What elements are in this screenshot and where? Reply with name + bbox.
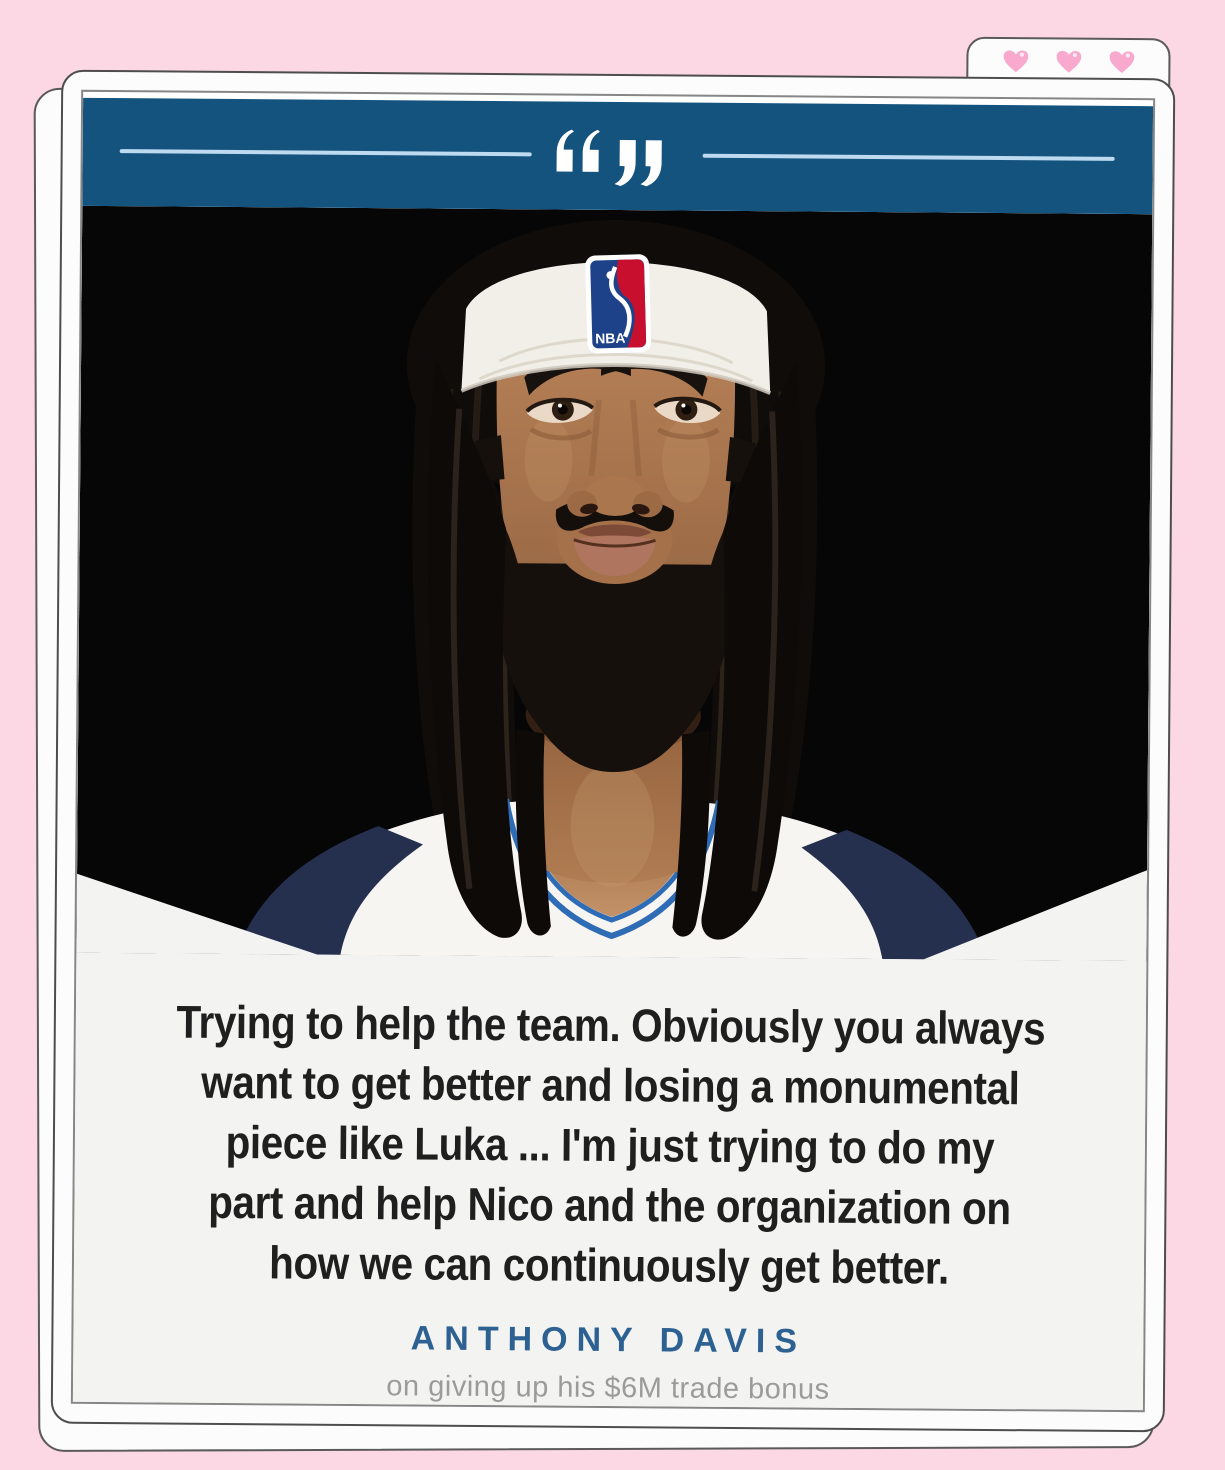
quote-section [73, 953, 1146, 1410]
attribution-name: ANTHONY DAVIS [410, 1319, 807, 1361]
quote-card [51, 70, 1176, 1433]
svg-text:NBA: NBA [594, 329, 626, 347]
quote-card-wrap [51, 70, 1176, 1433]
quote-line: how we can continuously get better. [268, 1236, 949, 1294]
attribution-context: on giving up his $6M trade bonus [386, 1370, 830, 1406]
card-header [82, 98, 1153, 214]
quote-line: want to get better and losing a monumental [201, 1055, 1020, 1115]
nba-logo [585, 254, 651, 354]
quote-marks-icon [553, 124, 681, 189]
quote-text [138, 991, 1082, 1298]
divider-line [120, 149, 532, 156]
heart-icon [1055, 49, 1082, 74]
heart-icon [1108, 50, 1135, 75]
divider-line [703, 154, 1115, 161]
heart-icon [1002, 49, 1029, 74]
quote-line: part and help Nico and the organization on [208, 1175, 1011, 1235]
content-frame [71, 90, 1155, 1412]
quote-line: piece like Luka ... I'm just trying to do my [225, 1115, 995, 1175]
quote-line: Trying to help the team. Obviously you always [176, 995, 1046, 1055]
player-photo [76, 206, 1152, 961]
